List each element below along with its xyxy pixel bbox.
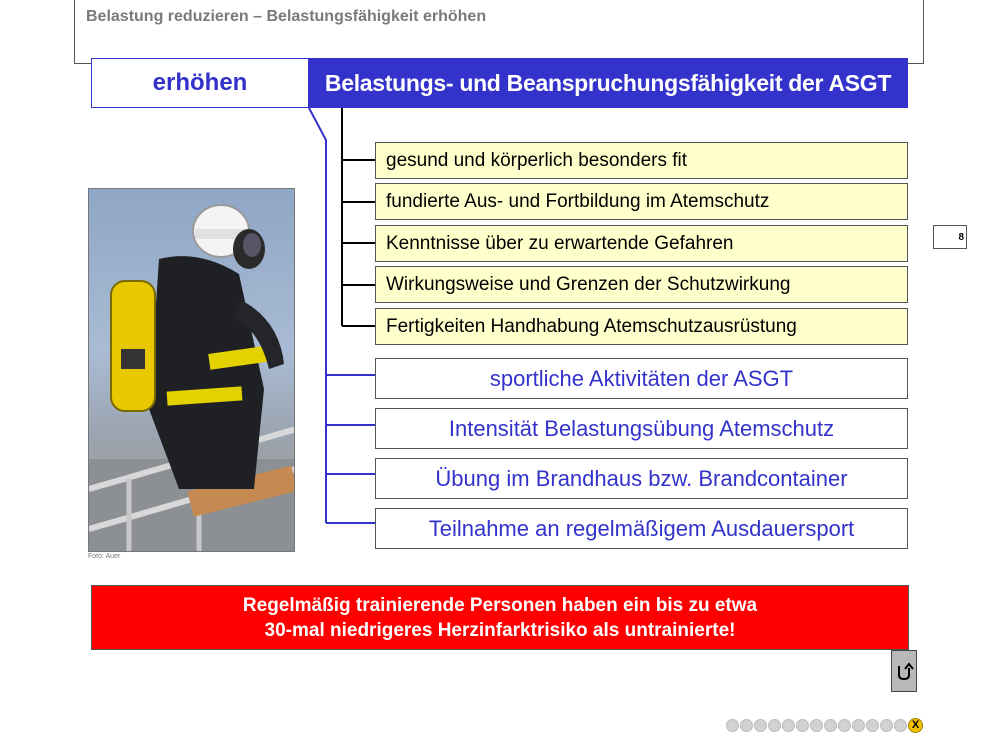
nav-dot[interactable] xyxy=(768,719,781,732)
nav-dot[interactable] xyxy=(880,719,893,732)
nav-dot[interactable] xyxy=(796,719,809,732)
callout-line-1: Regelmäßig trainierende Personen haben ein bis zu etwa xyxy=(242,594,758,616)
nav-dot[interactable] xyxy=(810,719,823,732)
nav-dot[interactable] xyxy=(838,719,851,732)
nav-dot[interactable] xyxy=(754,719,767,732)
sub-item-dangers: Kenntnisse über zu erwartende Gefahren xyxy=(375,225,908,262)
sub-item-equipment-handling: Fertigkeiten Handhabung Atemschutzausrüstung xyxy=(375,308,908,345)
sub-item-fitness: gesund und körperlich besonders fit xyxy=(375,142,908,179)
callout-line-2: 30-mal niedrigeres Herzinfarktrisiko als untrainierte! xyxy=(264,619,736,641)
item-exercise-intensity: Intensität Belastungsübung Atemschutz xyxy=(375,408,908,449)
nav-dot[interactable] xyxy=(866,719,879,732)
return-arrow-icon xyxy=(894,660,914,682)
nav-dot[interactable] xyxy=(894,719,907,732)
item-endurance-sport: Teilnahme an regelmäßigem Ausdauersport xyxy=(375,508,908,549)
firefighter-photo xyxy=(88,188,295,552)
heart-risk-callout xyxy=(91,585,909,650)
photo-credit: Foto: Auer xyxy=(88,553,121,560)
back-button[interactable] xyxy=(891,650,917,692)
slide-title: Belastung reduzieren – Belastungsfähigkeit erhöhen xyxy=(86,8,487,25)
nav-dot[interactable] xyxy=(852,719,865,732)
nav-dot[interactable] xyxy=(824,719,837,732)
item-sport-activities: sportliche Aktivitäten der ASGT xyxy=(375,358,908,399)
main-title-box: Belastungs- und Beanspruchungsfähigkeit der ASGT xyxy=(308,58,908,108)
nav-dot[interactable] xyxy=(726,719,739,732)
page-number: 8 xyxy=(958,232,964,243)
slide-navigation-dots xyxy=(726,716,923,734)
erhoehen-label: erhöhen xyxy=(91,58,309,108)
sub-item-protection-limits: Wirkungsweise und Grenzen der Schutzwirkung xyxy=(375,266,908,303)
nav-dot[interactable] xyxy=(740,719,753,732)
sub-item-training: fundierte Aus- und Fortbildung im Atemschutz xyxy=(375,183,908,220)
item-fire-house-training: Übung im Brandhaus bzw. Brandcontainer xyxy=(375,458,908,499)
close-button[interactable]: X xyxy=(908,718,923,733)
nav-dot[interactable] xyxy=(782,719,795,732)
page-number-box xyxy=(933,225,967,249)
